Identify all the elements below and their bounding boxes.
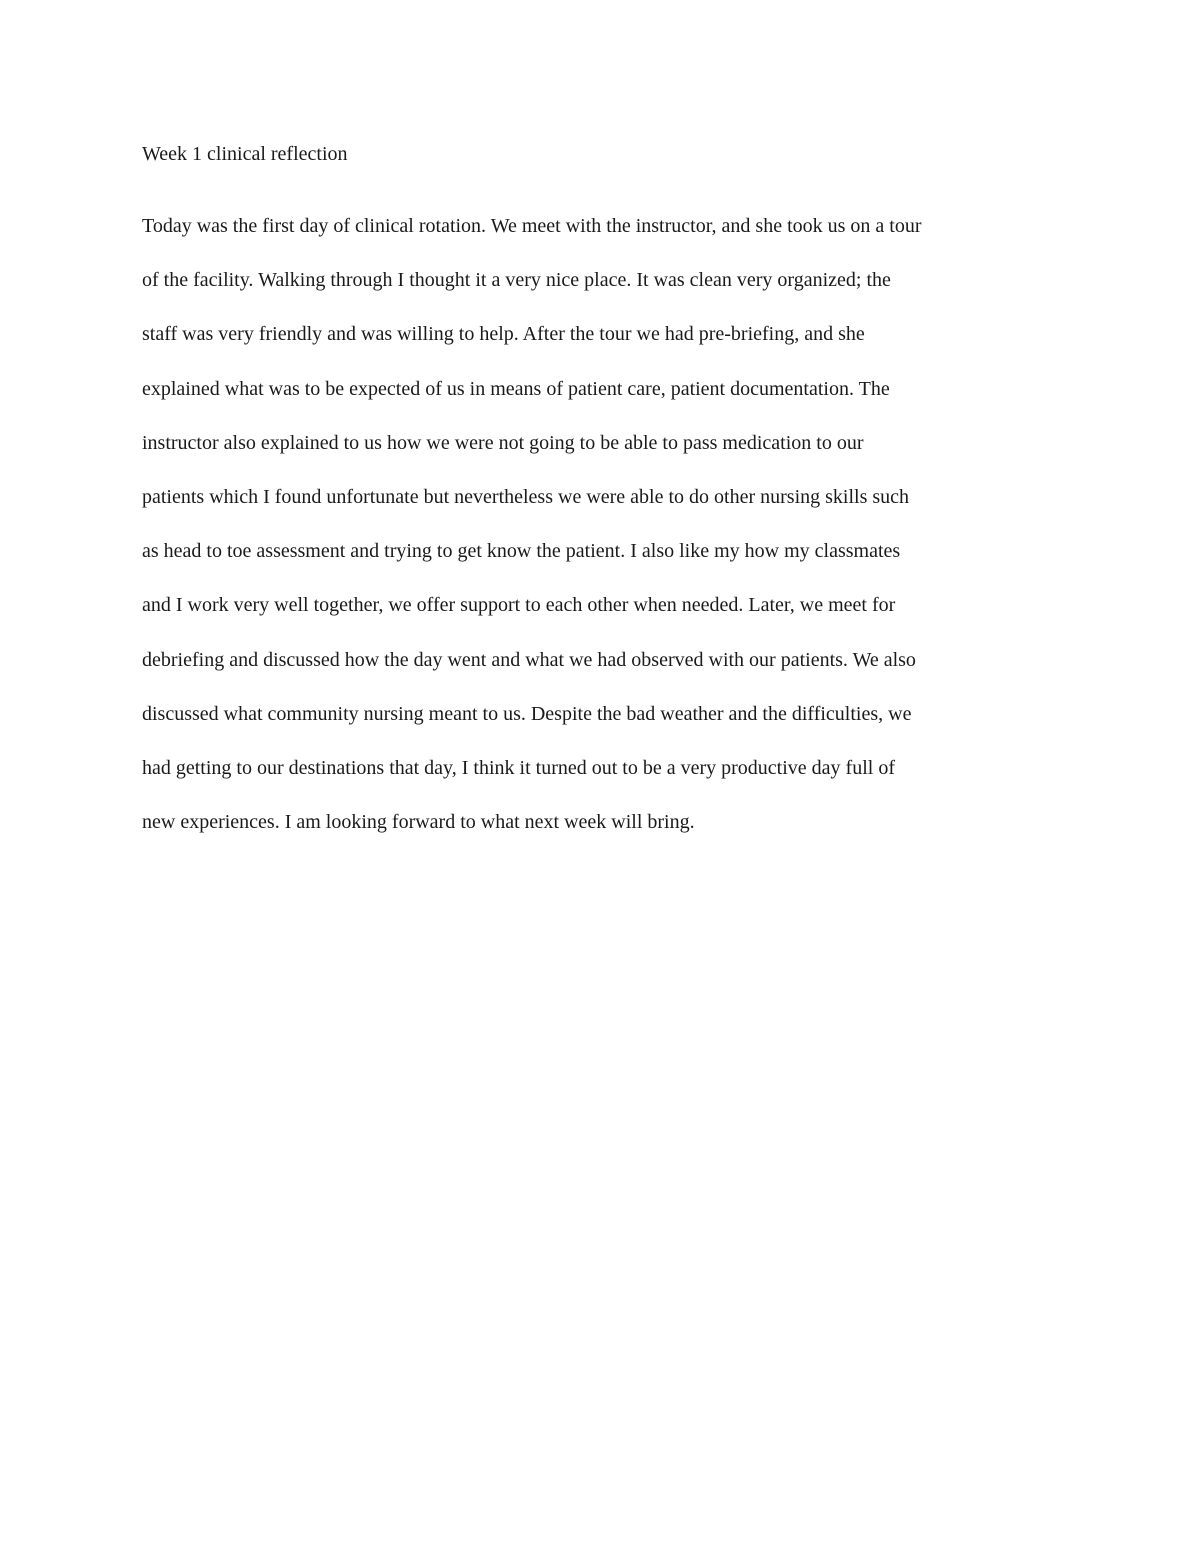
body-line: and I work very well together, we offer support to each other when needed. Later, we meet for [142, 594, 896, 617]
body-line: of the facility. Walking through I thought it a very nice place. It was clean very organized; the [142, 269, 891, 292]
body-line: debriefing and discussed how the day went and what we had observed with our patients. We also [142, 648, 916, 671]
body-line: had getting to our destinations that day, I think it turned out to be a very productive day full of [142, 756, 895, 779]
document-title: Week 1 clinical reflection [142, 143, 348, 165]
body-line: staff was very friendly and was willing to help. After the tour we had pre-briefing, and she [142, 323, 865, 346]
body-line: patients which I found unfortunate but nevertheless we were able to do other nursing skills such [142, 485, 910, 508]
body-line: Today was the first day of clinical rotation. We meet with the instructor, and she took us on a tour [142, 215, 922, 237]
body-line: discussed what community nursing meant to us. Despite the bad weather and the difficulties, we [142, 702, 912, 725]
body-line: as head to toe assessment and trying to get know the patient. I also like my how my classmates [142, 540, 901, 563]
body-line: new experiences. I am looking forward to what next week will bring. [142, 811, 695, 834]
document-body [142, 212, 922, 862]
body-line: explained what was to be expected of us in means of patient care, patient documentation. The [142, 377, 890, 400]
body-line: instructor also explained to us how we were not going to be able to pass medication to our [142, 431, 864, 454]
